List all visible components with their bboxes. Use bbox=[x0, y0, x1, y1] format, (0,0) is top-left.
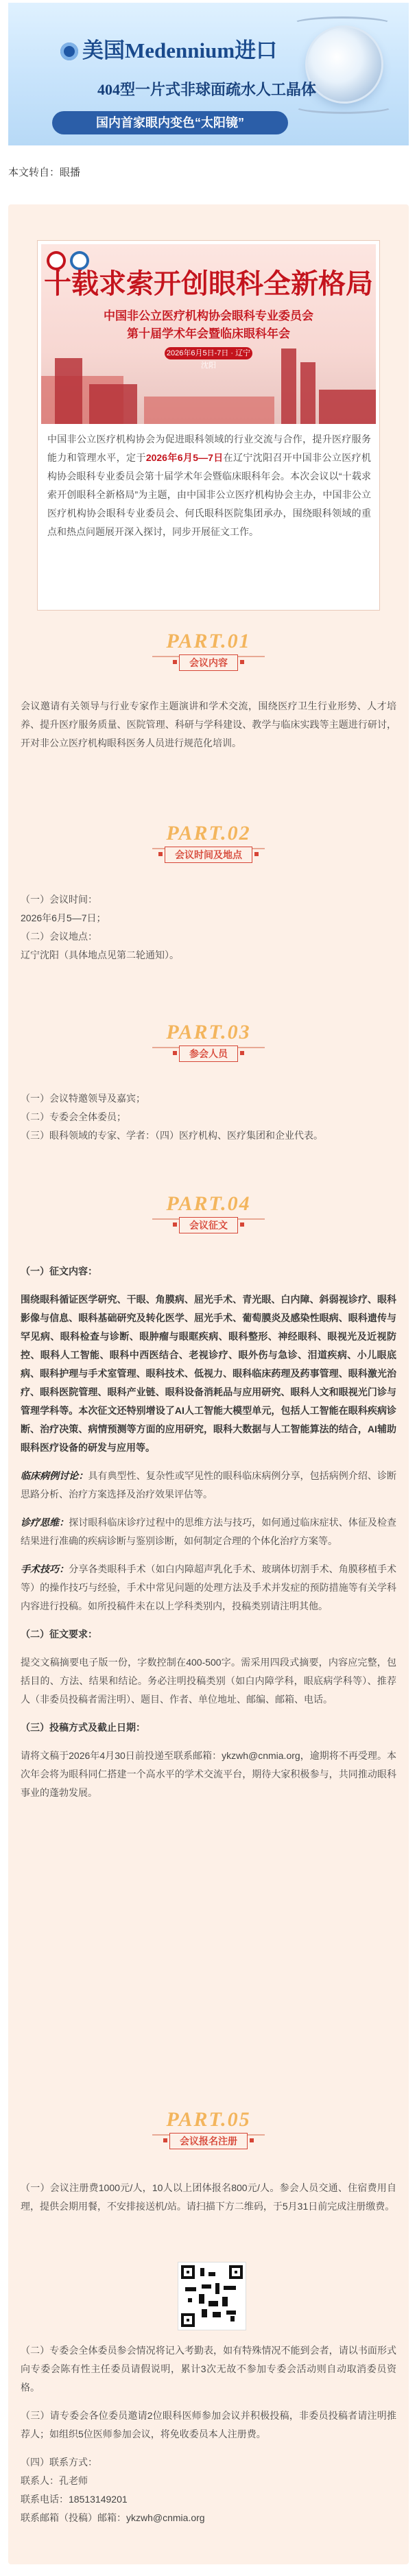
poster-line2: 第十届学术年会暨临床眼科年会 bbox=[127, 327, 290, 340]
banner-brand-text: 美国Medennium进口 bbox=[82, 38, 278, 62]
section5-text-1: （一）会议注册费1000元/人，10人以上团体报名800元/人。参会人员交通、住宿费用自理，提供会期用餐，不安排接送机/站。请扫描下方二维码，于5月31日前完成注册缴费。 bbox=[21, 2182, 396, 2212]
poster-line1: 中国非公立医疗机构协会眼科专业委员会 bbox=[104, 309, 313, 322]
source-line: 本文转自：眼播 bbox=[8, 167, 81, 178]
poster-chimney bbox=[281, 348, 296, 424]
section-heading-part3: PART.03 参会人员 bbox=[8, 1021, 409, 1062]
section5-text-2: （二）专委会全体委员参会情况将记入考勤表，如有特殊情况不能到会者，请以书面形式向专委会陈有性主任委员请假说明，累计3次无故不参加专委会活动则自动取消委员资格。 （三）请专委会各位委员邀请2位眼科医师参加会议并积极投稿，非委员投稿者请注明推荐人；如组织5位医师参加会议，将免收委员本人注册费。 （四）联系方式： 联系人：孔老师 联系电话：18513149201 联系邮箱（投稿）邮箱：ykzwh@cnmia.org bbox=[21, 2341, 396, 2527]
contact-email[interactable]: 联系邮箱（投稿）邮箱：ykzwh@cnmia.org bbox=[21, 2512, 205, 2523]
article-card bbox=[8, 204, 409, 2564]
section1-text: 会议邀请有关领导与行业专家作主题演讲和学术交流，围绕医疗卫生行业形势、人才培养、提升医疗服务质量、医院管理、科研与学科建设、教学与临床实践等主题进行研讨，开对非公立医疗机构眼科医务人员进行规范化培训。 bbox=[21, 700, 396, 748]
surgery-paragraph: 手术技巧：分享各类眼科手术（如白内障超声乳化手术、玻璃体切割手术、角膜移植手术等）的操作技巧与经验，手术中常见问题的处理方法及手术并发症的预防措施等有关学科内容进行投稿。如所投稿件未在以上学科类别内，投稿类别请注明其他。 bbox=[21, 1563, 397, 1611]
contact-phone: 联系电话：18513149201 bbox=[21, 2494, 128, 2505]
section3-text: （一）会议特邀领导及嘉宾； （二）专委会全体委员； （三）眼科领域的专家、学者：（四）医疗机构、医疗集团和企业代表。 bbox=[21, 1093, 323, 1141]
topics-list: 围绕眼科循证医学研究、干眼、角膜病、屈光手术、青光眼、白内障、斜弱视诊疗、眼科影像与信息、眼科基础研究及转化医学、屈光手术、葡萄膜炎及感染性眼病、眼科遗传与罕见病、眼科检查与诊断、眼肿瘤与眼眶疾病、眼科整形、神经眼科、眼视光及近视防控、眼科人工智能、眼科中西医结合、老视诊疗、眼外伤与急诊、泪道疾病、小儿眼底病、眼科护理与手术室管理、眼科技术、低视力、眼科临床药理及药事管理、眼科激光治疗、眼科医院管理、眼科产业链、眼科设备消耗品与应用研究、眼科人文和眼视光门诊与管理学科等。本次征文还特别增设了AI人工智能大模型单元，包括人工智能在眼科疾病诊断、治疗决策、病情预测等方面的应用研究，眼科大数据与人工智能算法的结合，AI辅助眼科医疗设备的研发与应用等。 bbox=[21, 1294, 396, 1453]
section2-text: （一）会议时间： 2026年6月5—7日； （二）会议地点： 辽宁沈阳（具体地点见第二轮通知）。 bbox=[21, 894, 179, 960]
intraocular-lens-image bbox=[307, 27, 381, 102]
meeting-dates: 2026年6月5—7日 bbox=[145, 452, 224, 463]
intro-paragraph: 中国非公立医疗机构协会为促进眼科领域的行业交流与合作，提升医疗服务能力和管理水平，定于2026年6月5—7日在辽宁沈阳召开中国非公立医疗机构协会眼科专业委员会第十届学术年会暨临床眼科年会。本次会议以“十载求索开创眼科全新格局”为主题，由中国非公立医疗机构协会主办，中国非公立医疗机构协会眼科专业委员会、何氏眼科医院集团承办，围绕眼科领域的重点和热点问题展开深入探讨，同步开展征文工作。 bbox=[47, 434, 371, 537]
poster-date: 2026年6月5日-7日 · 辽宁沈阳 bbox=[165, 347, 252, 359]
registration-qr-code[interactable] bbox=[178, 2262, 246, 2330]
section4-text: （一）征文内容： 围绕眼科循证医学研究、干眼、角膜病、屈光手术、青光眼、白内障、斜弱视诊疗、眼科影像与信息、眼科基础研究及转化医学、屈光手术、葡萄膜炎及感染性眼病、眼科遗传与罕见病、眼科检查与诊断、眼肿瘤与眼眶疾病、眼科整形、神经眼科、眼视光及近视防控、眼科人工智能、眼科中西医结合、老视诊疗、眼外伤与急诊、泪道疾病、小儿眼底病、眼科护理与手术室管理、眼科技术、低视力、眼科临床药理及药事管理、眼科激光治疗、眼科医院管理、眼科产业链、眼科设备消耗品与应用研究、眼科人文和眼视光门诊与管理学科等。本次征文还特别增设了AI人工智能大模型单元，包括人工智能在眼科疾病诊断、治疗决策、病情预测等方面的应用研究，眼科大数据与人工智能算法的结合，AI辅助眼科医疗设备的研发与应用等。 临床病例讨论：具有典型性、复杂性或罕见性的眼科临床病例分享，包括病例介绍、诊断思路分析、治疗方案选择及治疗效果评估等。 诊疗思维：探讨眼科临床诊疗过程中的思维方法与技巧，如何通过临床症状、体征及检查结果进行准确的疾病诊断与鉴别诊断，如何制定合理的个体化治疗方案等。 手术技巧：分享各类眼科手术（如白内障超声乳化手术、玻璃体切割手术、角膜移植手术等）的操作技巧与经验，手术中常见问题的处理方法及手术并发症的预防措施等有关学科内容进行投稿。如所投稿件未在以上学科类别内，投稿类别请注明其他。 （二）征文要求： 提交文稿摘要电子版一份，字数控制在400-500字。需采用四段式摘要，内容应完整，包括目的、方法、结果和结论。务必注明投稿类别（如白内障学科，眼底病学科等）、推荐人（非委员投稿者需注明）、题目、作者、单位地址、邮编、邮箱、电话。 （三）投稿方式及截止日期： 请将文稿于2026年4月30日前投递至联系邮箱：ykzwh@cnmia.org，逾期将不再受理。本次年会将为眼科同仁搭建一个高水平的学术交流平台，期待大家积极参与，共同推动眼科事业的蓬勃发展。 bbox=[21, 1266, 397, 1798]
contact-person: 联系人：孔老师 bbox=[21, 2475, 88, 2486]
poster-skyline bbox=[144, 397, 274, 424]
brand-logo-icon bbox=[60, 43, 78, 60]
poster-building bbox=[55, 358, 82, 424]
lens-haptic-top bbox=[292, 16, 392, 32]
poster-frame bbox=[37, 240, 380, 611]
poster-train bbox=[319, 390, 376, 424]
thinking-paragraph: 诊疗思维：探讨眼科临床诊疗过程中的思维方法与技巧，如何通过临床症状、体征及检查结果进行准确的疾病诊断与鉴别诊断，如何制定合理的个体化治疗方案等。 bbox=[21, 1517, 397, 1546]
banner-subtitle: 404型一片式非球面疏水人工晶体 bbox=[97, 81, 317, 98]
banner-brand bbox=[60, 33, 277, 64]
section-heading-part5: PART.05 会议报名注册 bbox=[8, 2108, 409, 2149]
section-heading-part2: PART.02 会议时间及地点 bbox=[8, 822, 409, 863]
lens-haptic-bottom bbox=[294, 99, 394, 114]
poster-chimney bbox=[300, 362, 315, 424]
conference-poster bbox=[41, 244, 376, 424]
product-banner[interactable] bbox=[8, 3, 409, 145]
section-heading-part4: PART.04 会议征文 bbox=[8, 1192, 409, 1233]
poster-building bbox=[89, 384, 137, 424]
poster-title: 十载求索开创眼科全新格局 bbox=[44, 268, 373, 299]
case-paragraph: 临床病例讨论：具有典型性、复杂性或罕见性的眼科临床病例分享，包括病例介绍、诊断思路分析、治疗方案选择及治疗效果评估等。 bbox=[21, 1470, 397, 1500]
section-heading-part1: PART.01 会议内容 bbox=[8, 630, 409, 671]
banner-pill: 国内首家眼内变色“太阳镜” bbox=[52, 111, 288, 134]
